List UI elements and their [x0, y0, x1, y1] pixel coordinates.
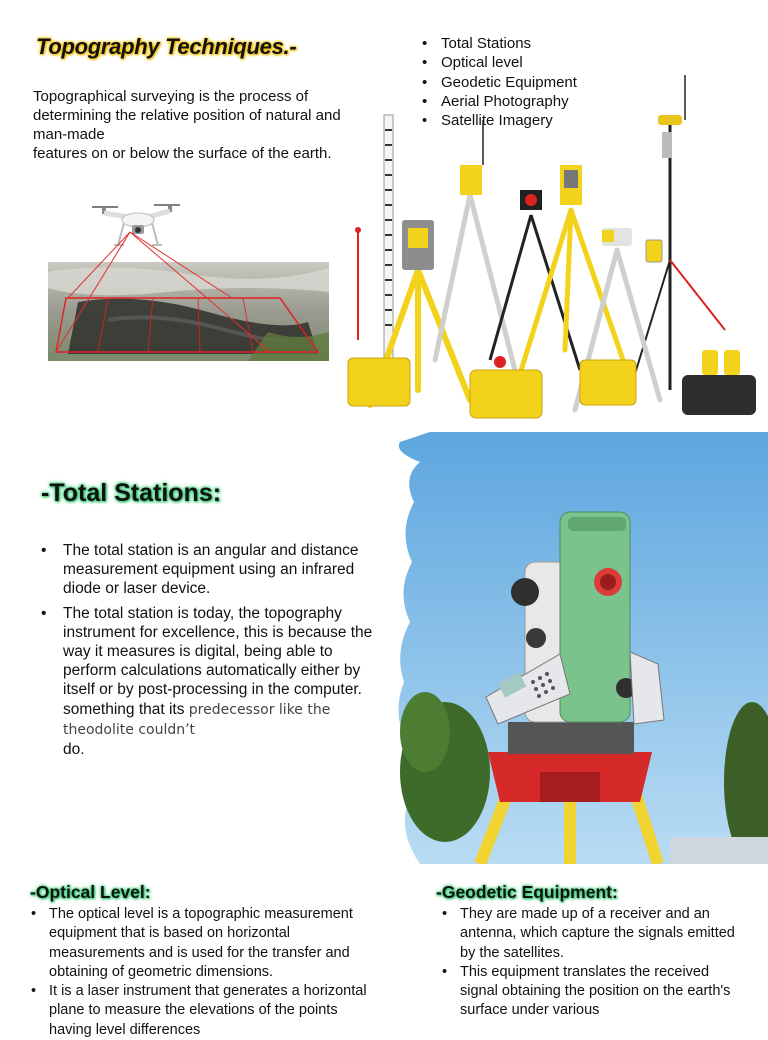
geodetic-equipment-bullet: • They are made up of a receiver and an antenna, which capture the signals emitted by the satellites. — [441, 905, 746, 963]
total-stations-heading: -Total Stations: — [41, 479, 222, 507]
technique-item: • Aerial Photography — [420, 92, 577, 111]
total-stations-bullet: • The total station is an angular and distance measurement equipment using an infrared diode or laser device. — [40, 541, 390, 599]
optical-level-bullet: • It is a laser instrument that generates a horizontal plane to measure the elevations of the points having level differences — [30, 982, 380, 1040]
optical-level-bullet: • The optical level is a topographic measurement equipment that is based on horizontal measurements and is used for the transfer and obtaining of geometric dimensions. — [30, 905, 380, 982]
intro-paragraph: Topographical surveying is the process of determining the relative position of natural and man-made features on or below the surface of the earth. — [33, 88, 341, 162]
bullet-text-end: do. — [63, 741, 85, 759]
total-stations-list — [40, 541, 390, 764]
page-title: Topography Techniques.- — [36, 34, 297, 59]
technique-item: • Satellite Imagery — [420, 111, 577, 130]
geodetic-equipment-heading: -Geodetic Equipment: — [436, 882, 618, 902]
bullet-text: The total station is today, the topography instrument for excellence, this is because the way it measures is digital, being able to perform calculations automatically either by itself or by post-processing in the computer. something that its — [63, 604, 373, 718]
technique-item: • Optical level — [420, 53, 577, 72]
geodetic-equipment-list — [441, 905, 746, 1021]
bullet-text-tail: predecessor like the theodolite couldn’t — [63, 701, 331, 738]
drone-beams — [48, 230, 329, 360]
optical-level-list — [30, 905, 380, 1040]
optical-level-heading: -Optical Level: — [30, 882, 151, 902]
surveying-equipment-image — [340, 70, 768, 425]
total-stations-bullet — [40, 604, 390, 760]
technique-item: • Geodetic Equipment — [420, 73, 577, 92]
geodetic-equipment-bullet: • This equipment translates the received signal obtaining the position on the earth's surface under various — [441, 963, 746, 1021]
technique-item: • Total Stations — [420, 34, 577, 53]
total-station-photo — [390, 432, 768, 864]
